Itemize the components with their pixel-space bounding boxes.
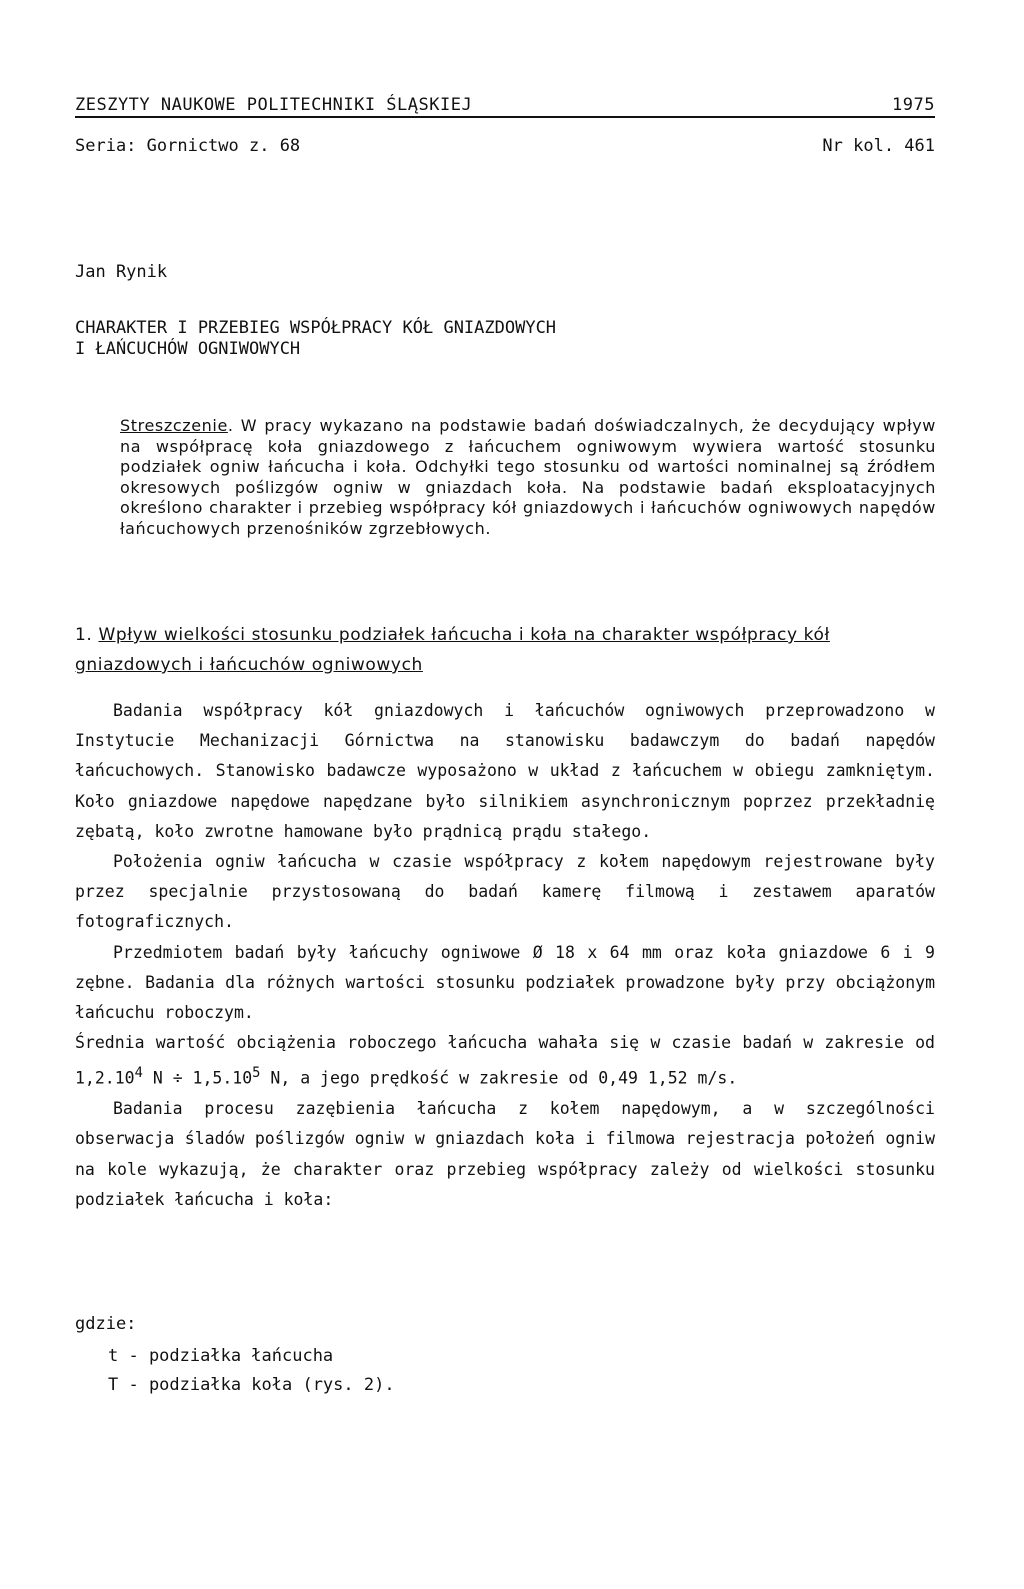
section-number: 1. (75, 625, 93, 645)
paragraph: Przedmiotem badań były łańcuchy ogniwowe Ø 18 x 64 mm oraz koła gniazdowe 6 i 9 zębne. Badania dla różnych wartości stosunku podziałek prowadzone były przy obciążonym łańcuchu roboczym. (75, 942, 935, 1023)
body-text (75, 696, 935, 1215)
paragraph: Badania procesu zazębienia łańcucha z kołem napędowym, a w szczególności obserwacja śladów poślizgów ogniw w gniazdach koła i filmowa rejestracja położeń ogniw na kole wykazują, że charakter oraz przebieg współpracy zależy od wielkości stosunku podziałek łańcucha i koła: (75, 1099, 935, 1209)
definitions (108, 1342, 395, 1400)
definition-T: T - podziałka koła (rys. 2). (108, 1375, 395, 1395)
paragraph: Położenia ogniw łańcucha w czasie współpracy z kołem napędowym rejestrowane były przez specjalnie przystosowaną do badań kamerę filmową i zestawem aparatów fotograficznych. (75, 852, 935, 932)
abstract-text: . W pracy wykazano na podstawie badań doświadczalnych, że decydujący wpływ na współpracę koła gniazdowego z łańcuchem ogniwowym wywiera wartość stosunku podziałek ogniw łańcucha i koła. Odchyłki tego stosunku od wartości nominalnej są źródłem okresowych poślizgów ogniw w gniazdach koła. Na podstawie badań eksploatacyjnych określono charakter i przebieg współpracy kół gniazdowych i łańcuchów ogniwowych napędów łańcuchowych przenośników zgrzebłowych. (120, 416, 936, 538)
exponent: 4 (134, 1065, 143, 1082)
section-title: Wpływ wielkości stosunku podziałek łańcucha i koła na charakter współpracy kół gniazdowych i łańcuchów ogniwowych (75, 625, 830, 675)
journal-year: 1975 (892, 95, 935, 115)
paragraph: Badania współpracy kół gniazdowych i łańcuchów ogniwowych przeprowadzono w Instytucie Mechanizacji Górnictwa na stanowisku badawczym do badań napędów łańcuchowych. Stanowisko badawcze wyposażono w układ z łańcuchem w obiegu zamkniętym. Koło gniazdowe napędowe napędzane było silnikiem asynchronicznym poprzez przekładnię zębatą, koło zwrotne hamowane było prądnicą prądu stałego. (75, 701, 935, 841)
section-heading (75, 620, 935, 680)
text-run: N, a jego prędkość w zakresie od 0,49 1,52 m/s. (260, 1068, 738, 1088)
paper-title (75, 318, 556, 360)
series-label: Seria: Gornictwo z. 68 (75, 136, 301, 156)
title-line-1: CHARAKTER I PRZEBIEG WSPÓŁPRACY KÓŁ GNIAZDOWYCH (75, 318, 557, 338)
series-header (75, 136, 935, 156)
author: Jan Rynik (75, 262, 168, 282)
issue-number: Nr kol. 461 (822, 136, 935, 156)
paragraph (75, 1028, 935, 1094)
abstract-label: Streszczenie (120, 416, 228, 435)
abstract (120, 416, 936, 539)
definition-t: t - podziałka łańcucha (108, 1346, 334, 1366)
journal-header (75, 95, 935, 118)
journal-name: ZESZYTY NAUKOWE POLITECHNIKI ŚLĄSKIEJ (75, 95, 473, 115)
where-label: gdzie: (75, 1314, 137, 1334)
text-run: N ÷ 1,5.10 (142, 1068, 253, 1088)
text-run: Średnia wartość obciążenia roboczego łańcucha wahała się w czasie badań w zakresie od 1,2.10 (75, 1033, 935, 1088)
exponent: 5 (252, 1065, 261, 1082)
title-line-2: I ŁAŃCUCHÓW OGNIWOWYCH (75, 339, 301, 359)
